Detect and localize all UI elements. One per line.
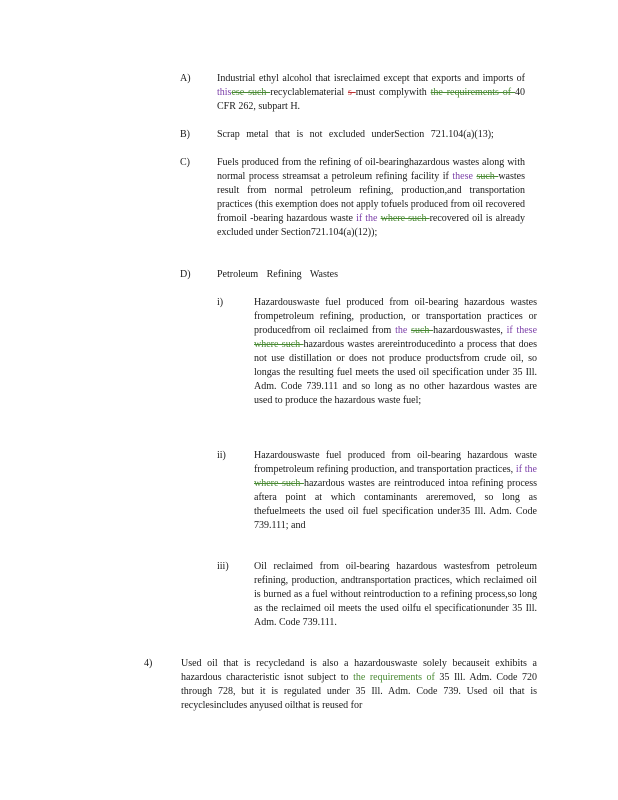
subitem-iii-label: iii) <box>217 561 229 572</box>
inserted-text: the requirements of <box>353 672 440 683</box>
text-run: recyclablematerial <box>270 87 348 98</box>
deleted-text: such <box>476 171 499 182</box>
inserted-text: if the <box>356 213 381 224</box>
text-run: Hazardouswaste fuel produced from oil-bearing hazardous waste frompetroleum refining production, and transportation practices, <box>254 450 537 475</box>
item-a-text <box>217 72 525 114</box>
text-run: 35 Ill. Adm. Code 720 through 728, but it is regulated under 35 Ill. Adm. Code 739. Used oil that is recyclesincludes anyused oilthat is reused for <box>181 672 538 711</box>
item-b-text: Scrap metal that is not excluded underSection 721.104(a)(13); <box>217 129 494 140</box>
deleted-text: where such <box>380 213 430 224</box>
text-run: recovered oil is already excluded under Section721.104(a)(12)); <box>217 213 525 238</box>
subitem-ii-label: ii) <box>217 450 226 461</box>
text-run: Fuels produced from the refining of oil-bearinghazardous wastes along with normal process streamsat a petroleum refining facility if <box>217 157 525 182</box>
item-d-heading: Petroleum Refining Wastes <box>217 269 338 280</box>
text-run: 40 CFR 262, subpart H. <box>217 87 525 112</box>
subitem-i-text <box>254 296 537 408</box>
inserted-text: if these <box>506 325 538 336</box>
deleted-text: the requirements of <box>430 87 515 98</box>
subitem-i-label: i) <box>217 297 224 308</box>
inserted-text: these <box>452 171 477 182</box>
item-c-text <box>217 156 525 240</box>
deleted-text: ese such <box>231 87 271 98</box>
inserted-text: the <box>395 325 412 336</box>
text-run: wastes result from normal petroleum refining, production,and transportation practices (this exemption does not apply tofuels produced from oil recovered fromoil -bearing hazardous waste <box>217 171 525 224</box>
item-b-label: B) <box>180 129 190 140</box>
text-run: hazardous wastes arereintroducedinto a process that does not use distillation or does not produce productsfrom crude oil, so longas the resulting fuel meets the used oil specification under 35 Ill. Adm. Code 739.111 and so long as no other hazardous wastes are used to produce the hazardous waste fuel; <box>254 339 538 406</box>
text-run: hazardous wastes are reintroduced intoa refining process aftera point at which contaminants areremoved, so long as thefuelmeets the used oil fuel specification under35 Ill. Adm. Code 739.111; and <box>254 478 538 531</box>
deleted-text: where such <box>254 339 304 350</box>
text-run: Used oil that is recycledand is also a hazardouswaste solely becauseit exhibits a hazardous characteristic isnot subject to <box>181 658 537 683</box>
subitem-iii-text: Oil reclaimed from oil-bearing hazardous wastesfrom petroleum refining, production, andtransportation practices, which reclaimed oil is burned as a fuel without reintroduction to a refining process,so long as the reclaimed oil meets the used oilfu el specificationunder 35 Ill. Adm. Code 739.111. <box>254 561 537 628</box>
text-run: Industrial ethyl alcohol that isreclaimed except that exports and imports of <box>217 73 525 84</box>
item-a-label: A) <box>180 73 191 84</box>
deleted-text: s <box>347 87 356 98</box>
item-4-text <box>181 657 537 713</box>
text-run: must complywith <box>355 87 431 98</box>
item-4-label: 4) <box>144 658 153 669</box>
deleted-text: where such <box>254 478 304 489</box>
item-d-label: D) <box>180 269 191 280</box>
inserted-text: if the <box>515 464 537 475</box>
text-run: hazardouswastes, <box>433 325 507 336</box>
item-c-label: C) <box>180 157 190 168</box>
text-run: Hazardouswaste fuel produced from oil-bearing hazardous wastes frompetroleum refining, production, or transportation practices or producedfrom oil reclaimed from <box>254 297 537 336</box>
inserted-text: this <box>217 87 232 98</box>
deleted-text: such <box>411 325 434 336</box>
subitem-ii-text <box>254 449 537 533</box>
